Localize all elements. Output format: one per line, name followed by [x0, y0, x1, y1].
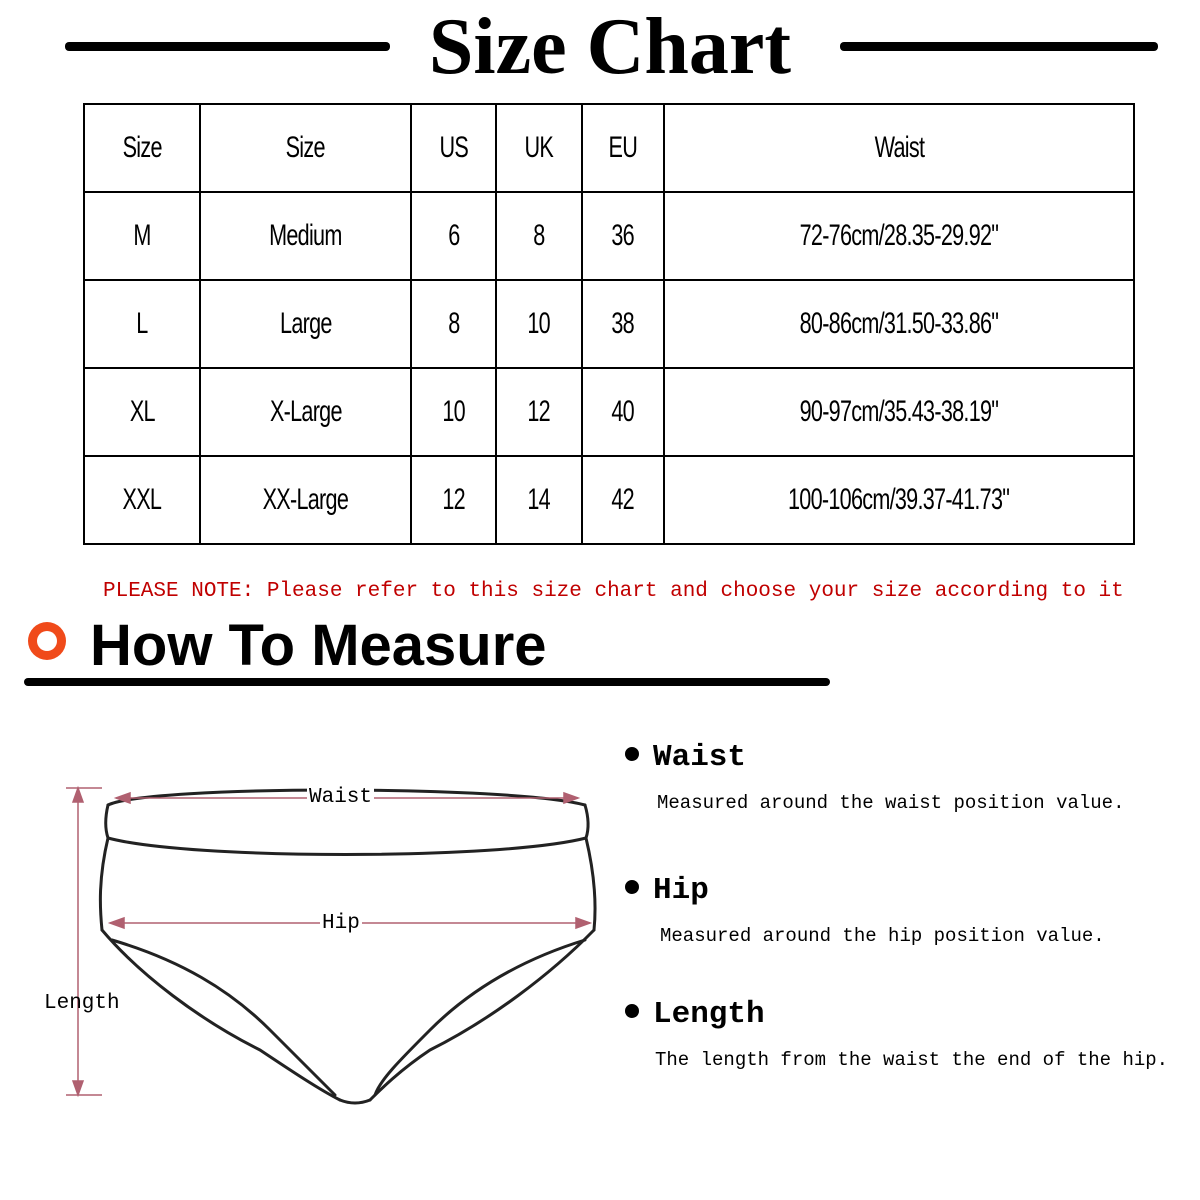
waist-label: Waist	[309, 786, 373, 809]
left-leg-inner	[112, 940, 335, 1095]
size-table	[83, 103, 1135, 545]
table-row	[84, 368, 1134, 456]
table-cell: 8	[496, 192, 582, 280]
table-cell: 72-76cm/28.35-29.92"	[664, 192, 1134, 280]
title-header	[0, 0, 1200, 95]
table-cell: 40	[582, 368, 664, 456]
left-side	[100, 838, 108, 930]
measure-title: How To Measure	[90, 613, 547, 678]
table-cell: X-Large	[200, 368, 411, 456]
title-divider-right	[840, 42, 1158, 51]
size-note: PLEASE NOTE: Please refer to this size chart and choose your size according to it	[103, 580, 1124, 603]
table-header-cell: EU	[582, 104, 664, 192]
table-cell: 100-106cm/39.37-41.73"	[664, 456, 1134, 544]
table-row	[84, 280, 1134, 368]
hip-description: Measured around the hip position value.	[660, 925, 1105, 947]
table-header-cell: Waist	[664, 104, 1134, 192]
table-header-cell: Size	[200, 104, 411, 192]
table-cell: Large	[200, 280, 411, 368]
table-row	[84, 192, 1134, 280]
bullet-icon	[625, 747, 639, 761]
table-cell: L	[84, 280, 200, 368]
table-cell: XXL	[84, 456, 200, 544]
length-description: The length from the waist the end of the hip.	[655, 1049, 1169, 1071]
table-cell: XX-Large	[200, 456, 411, 544]
right-leg-inner	[375, 940, 585, 1095]
left-leg-outer	[102, 930, 340, 1100]
table-cell: 80-86cm/31.50-33.86"	[664, 280, 1134, 368]
target-circle-icon	[28, 622, 66, 660]
hip-label: Hip	[322, 912, 360, 935]
measurement-diagram	[30, 760, 620, 1160]
bullet-icon	[625, 1004, 639, 1018]
table-cell: 36	[582, 192, 664, 280]
table-cell: 90-97cm/35.43-38.19"	[664, 368, 1134, 456]
briefs-illustration	[30, 760, 620, 1160]
table-cell: 42	[582, 456, 664, 544]
bullet-icon	[625, 880, 639, 894]
right-side	[586, 838, 595, 930]
length-label: Length	[44, 992, 120, 1015]
hip-title: Hip	[653, 873, 709, 908]
table-cell: M	[84, 192, 200, 280]
table-cell: Medium	[200, 192, 411, 280]
right-leg-outer	[370, 930, 594, 1100]
table-cell: 10	[411, 368, 496, 456]
waistband-bottom	[108, 838, 586, 855]
table-cell: 14	[496, 456, 582, 544]
table-cell: 6	[411, 192, 496, 280]
length-title: Length	[653, 997, 765, 1032]
table-header-cell: Size	[84, 104, 200, 192]
page-title: Size Chart	[428, 3, 792, 91]
title-divider-left	[65, 42, 390, 51]
table-header-row	[84, 104, 1134, 192]
waist-title: Waist	[653, 740, 747, 775]
measure-header	[24, 612, 844, 692]
table-header-cell: US	[411, 104, 496, 192]
table-cell: 38	[582, 280, 664, 368]
table-cell: 8	[411, 280, 496, 368]
table-header-cell: UK	[496, 104, 582, 192]
table-cell: 12	[496, 368, 582, 456]
table-cell: 10	[496, 280, 582, 368]
table-cell: XL	[84, 368, 200, 456]
table-cell: 12	[411, 456, 496, 544]
table-row	[84, 456, 1134, 544]
measure-underline	[24, 678, 830, 686]
waist-description: Measured around the waist position value.	[657, 792, 1125, 814]
